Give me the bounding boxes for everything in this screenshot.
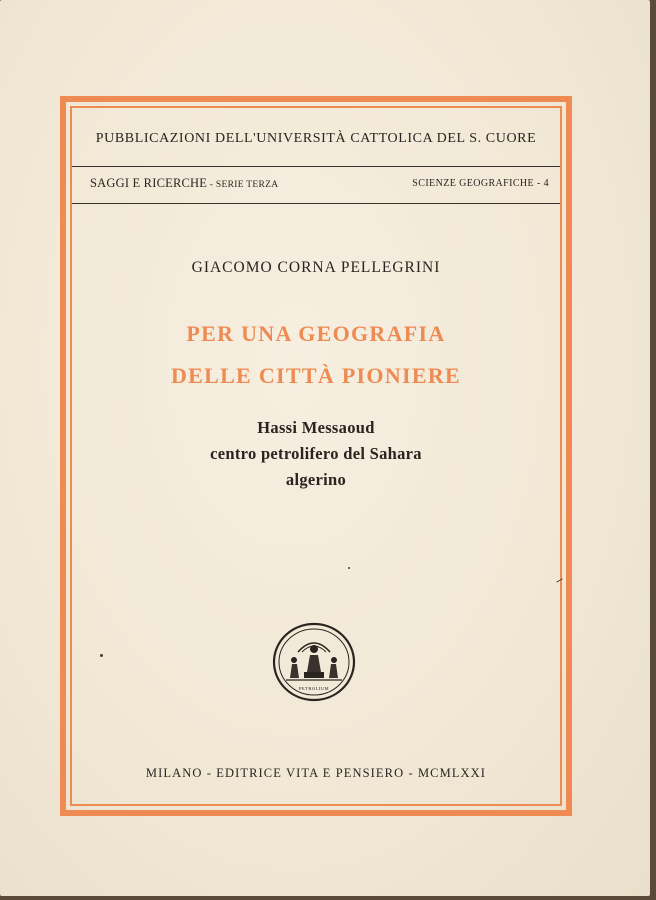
book-title-line-2: DELLE CITTÀ PIONIERE <box>170 363 462 388</box>
top-divider <box>72 166 560 167</box>
seal-motto: PETROLIUM <box>299 686 329 691</box>
paper-mark <box>348 567 350 569</box>
series-publisher-title: PUBBLICAZIONI DELL'UNIVERSITÀ CATTOLICA DEL S. CUORE <box>95 131 537 146</box>
bottom-divider <box>72 203 560 204</box>
subject-label: SCIENZE GEOGRAFICHE - 4 <box>412 178 549 189</box>
subtitle-line-1: Hassi Messaoud <box>257 418 375 437</box>
paper-mark <box>100 654 103 657</box>
university-seal-emblem <box>272 622 356 702</box>
book-title-line-1: PER UNA GEOGRAFIA <box>186 321 446 346</box>
subtitle-line-2: centro petrolifero del Sahara <box>210 444 422 463</box>
seal-icon <box>272 622 356 702</box>
author-name: GIACOMO CORNA PELLEGRINI <box>191 259 441 276</box>
subtitle-line-3: algerino <box>285 470 347 489</box>
collection-main: SAGGI E RICERCHE <box>90 176 208 190</box>
collection-sub: - SERIE TERZA <box>207 180 279 190</box>
collection-label <box>90 176 278 191</box>
publisher-line: MILANO - EDITRICE VITA E PENSIERO - MCMLXXI <box>145 766 487 780</box>
